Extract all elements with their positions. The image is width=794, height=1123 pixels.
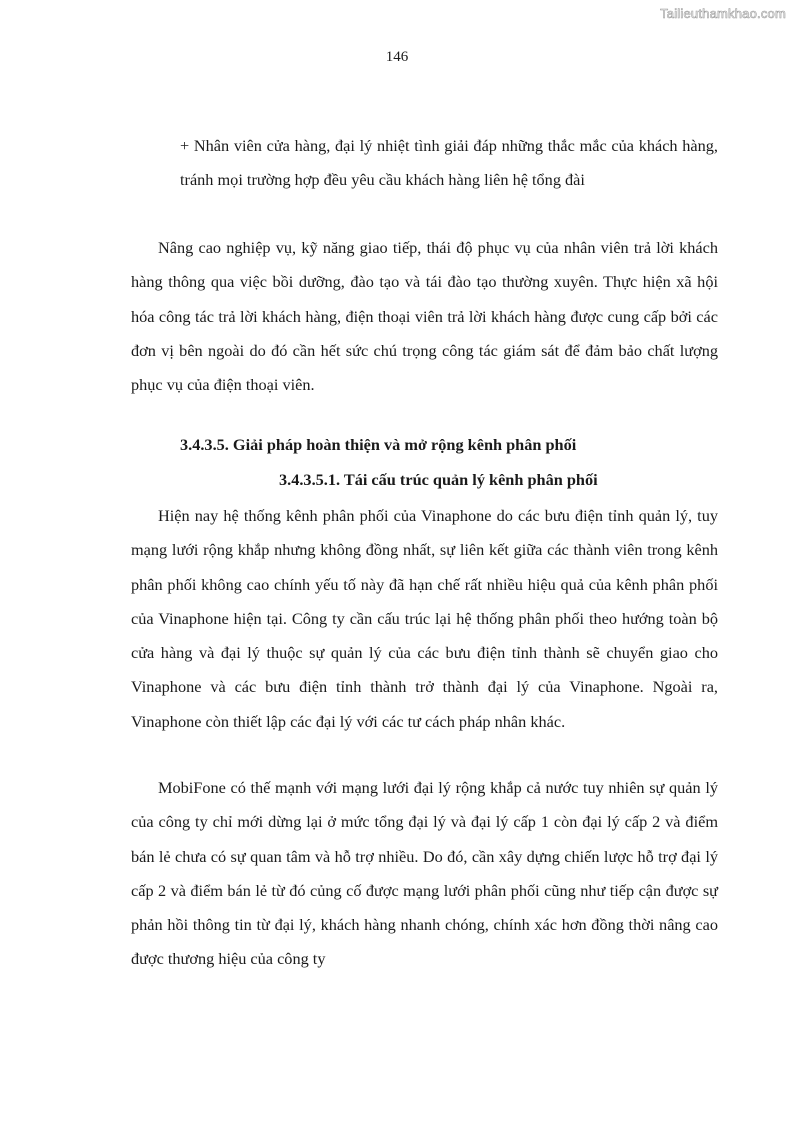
bullet-paragraph: + Nhân viên cửa hàng, đại lý nhiệt tình giải đáp những thắc mắc của khách hàng, tránh mọi trường hợp đều yêu cầu khách hàng liên hệ tổng đài	[180, 136, 718, 190]
paragraph-vinaphone-channel: Hiện nay hệ thống kênh phân phối của Vinaphone do các bưu điện tỉnh quản lý, tuy mạng lưới rộng khắp nhưng không đồng nhất, sự liên kết giữa các thành viên trong kênh phân phối không cao chính yếu tố này đã hạn chế rất nhiều hiệu quả của kênh phân phối của Vinaphone hiện tại. Công ty cần cấu trúc lại hệ thống phân phối theo hướng toàn bộ cửa hàng và đại lý thuộc sự quản lý của các bưu điện tỉnh thành sẽ chuyển giao cho Vinaphone và các bưu điện tỉnh thành trở thành đại lý của Vinaphone. Ngoài ra, Vinaphone còn thiết lập các đại lý với các tư cách pháp nhân khác.	[131, 506, 718, 731]
subsection-heading: 3.4.3.5.1. Tái cấu trúc quản lý kênh phân phối	[279, 470, 598, 489]
watermark: Tailieuthamkhao.com	[660, 6, 786, 21]
page-number: 146	[385, 49, 409, 65]
section-heading: 3.4.3.5. Giải pháp hoàn thiện và mở rộng kênh phân phối	[180, 435, 577, 454]
paragraph-service-training: Nâng cao nghiệp vụ, kỹ năng giao tiếp, thái độ phục vụ của nhân viên trả lời khách hàng thông qua việc bồi dưỡng, đào tạo và tái đào tạo thường xuyên. Thực hiện xã hội hóa công tác trả lời khách hàng, điện thoại viên trả lời khách hàng được cung cấp bởi các đơn vị bên ngoài do đó cần hết sức chú trọng công tác giám sát để đảm bảo chất lượng phục vụ của điện thoại viên.	[131, 238, 718, 395]
paragraph-mobifone-agents: MobiFone có thế mạnh với mạng lưới đại lý rộng khắp cả nước tuy nhiên sự quản lý của công ty chỉ mới dừng lại ở mức tổng đại lý và đại lý cấp 1 còn đại lý cấp 2 và điểm bán lẻ chưa có sự quan tâm và hỗ trợ nhiều. Do đó, cần xây dựng chiến lược hỗ trợ đại lý cấp 2 và điểm bán lẻ từ đó củng cố được mạng lưới phân phối cũng như tiếp cận được sự phản hồi thông tin từ đại lý, khách hàng nhanh chóng, chính xác hơn đồng thời nâng cao được thương hiệu của công ty	[131, 778, 718, 969]
